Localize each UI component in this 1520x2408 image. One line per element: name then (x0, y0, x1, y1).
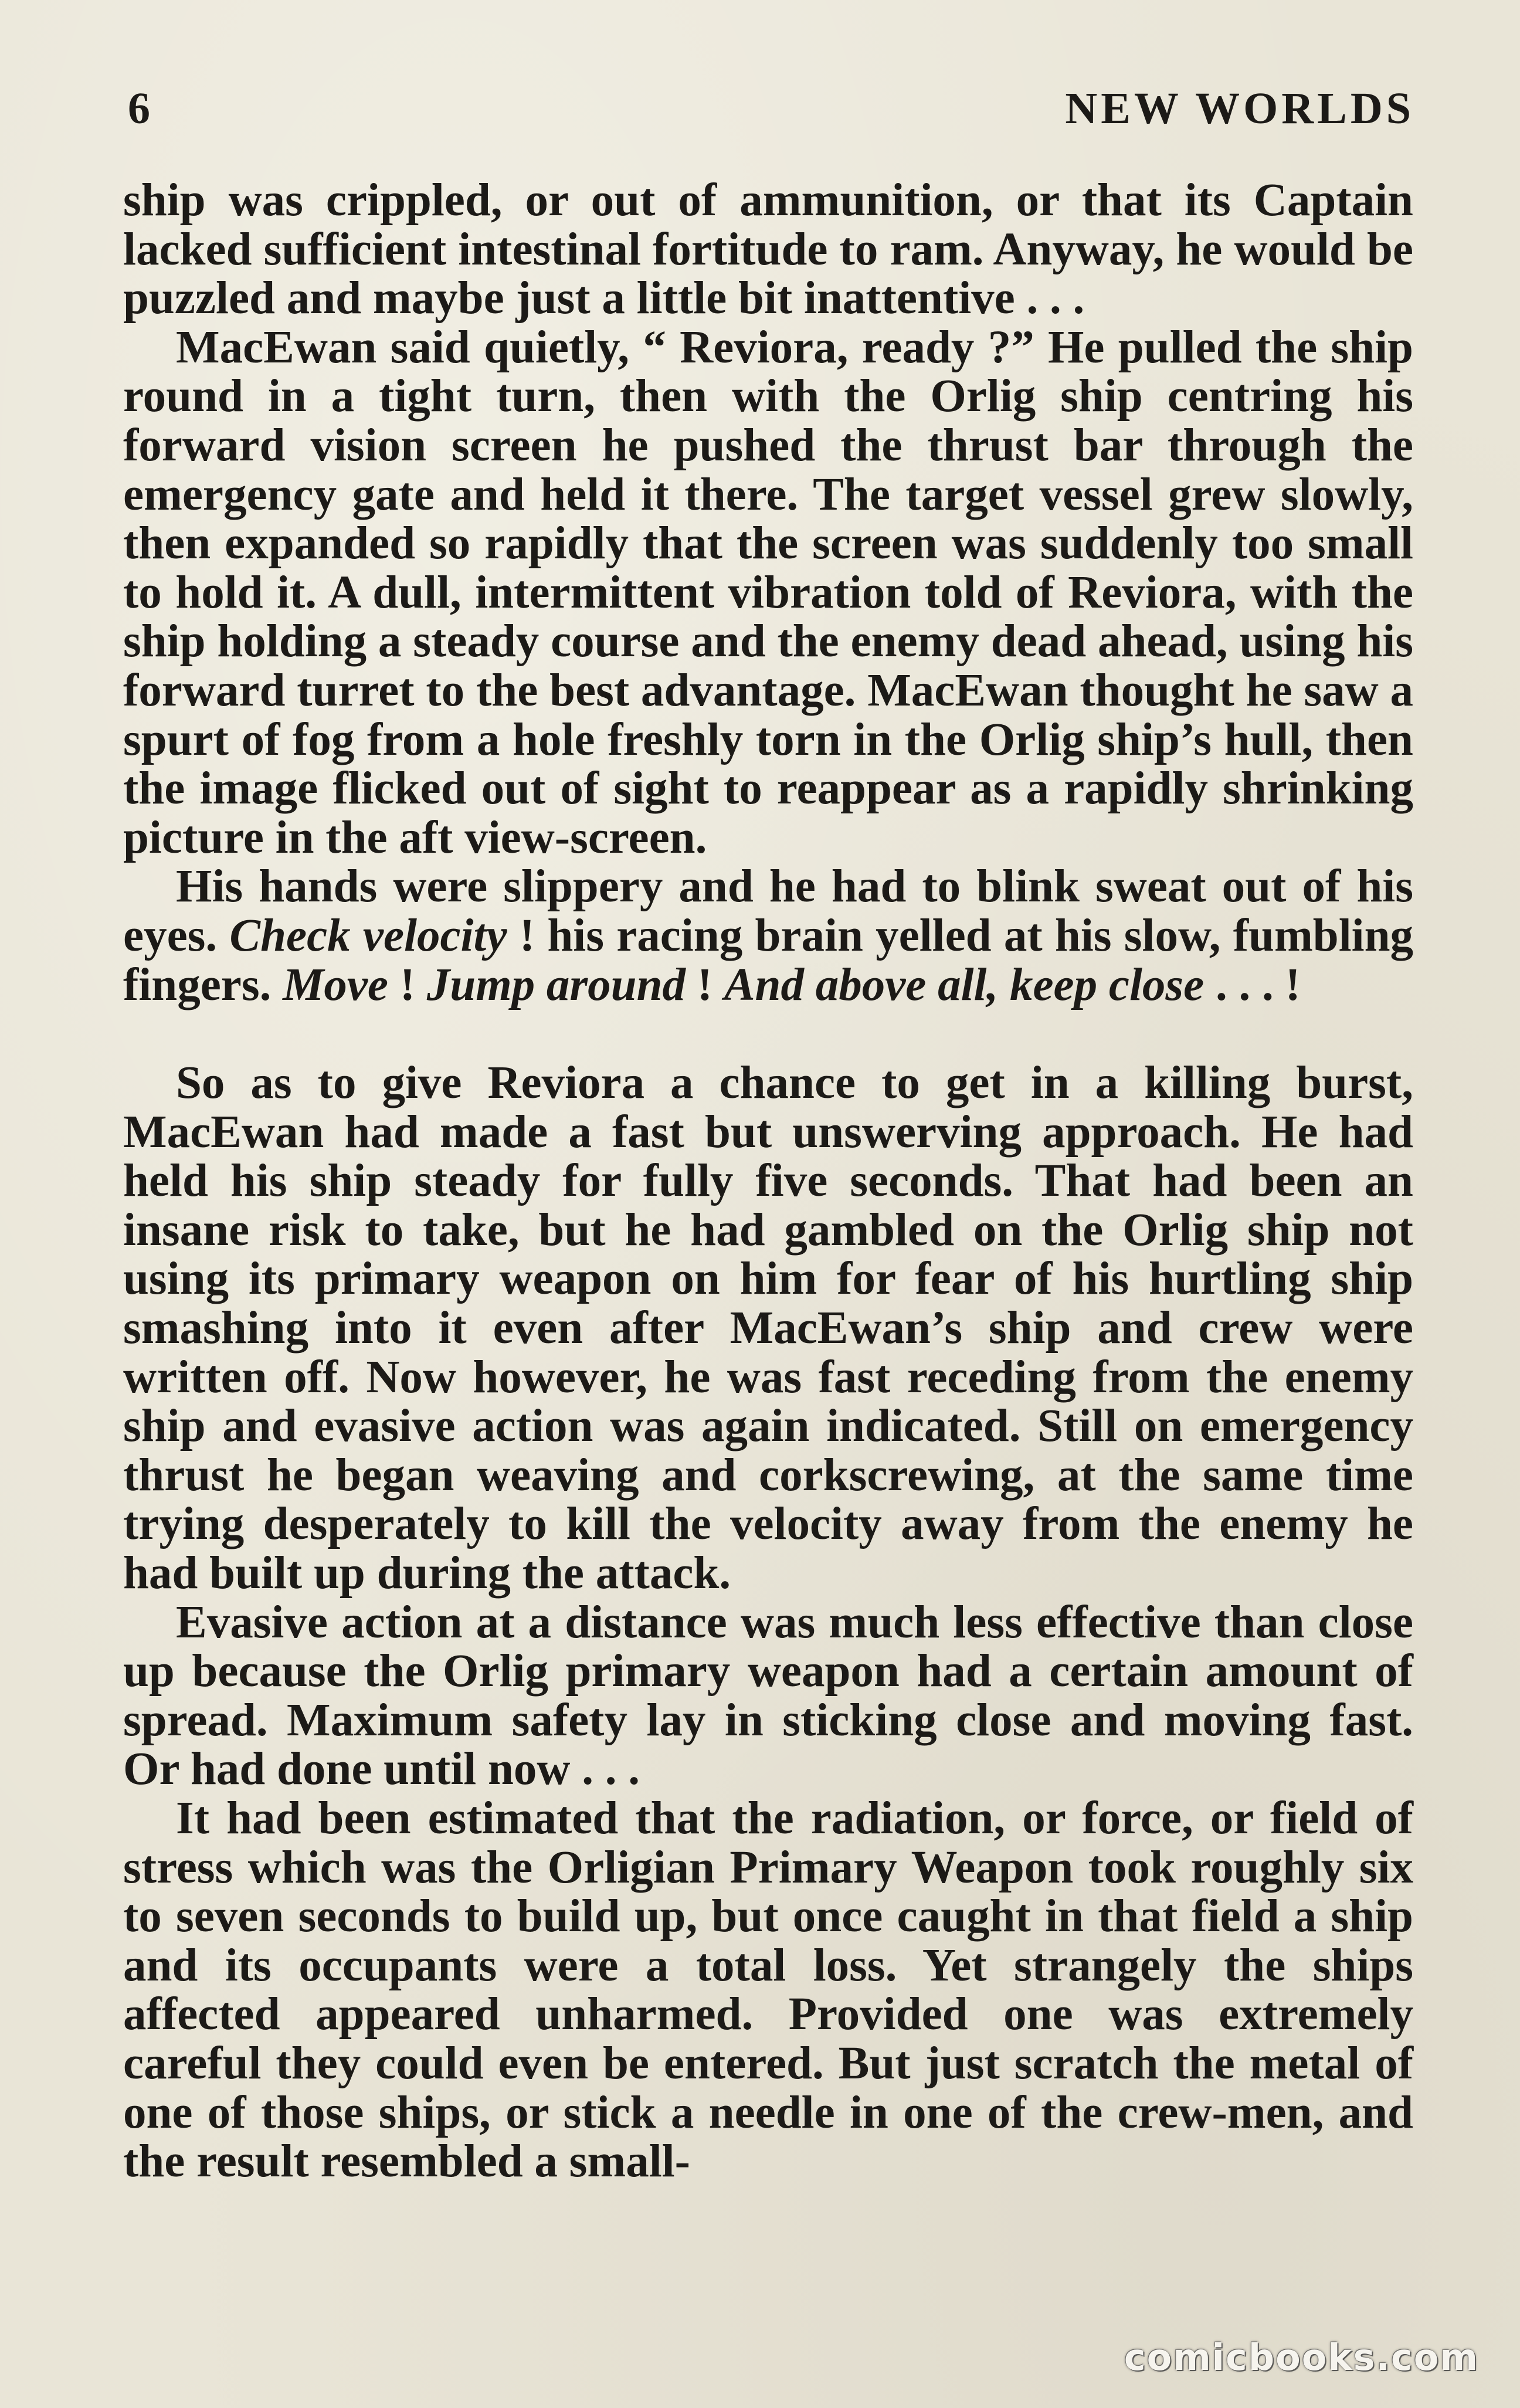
text-run: ! (399, 959, 416, 1010)
watermark: comicbooks.com (1124, 2336, 1479, 2379)
paragraph-with-italics (123, 862, 1413, 1009)
text-run: . . . ! (1215, 959, 1301, 1010)
paragraph: It had been estimated that the radiation, or force, or field of stress which was the Orligian Primary Weapon took roughly six to seven seconds to build up, but once caught in that field a ship and its occupants were a total loss. Yet strangely the ships affected appeared unharmed. Provided one was extremely careful they could even be entered. But just scratch the metal of one of those ships, or stick a needle in one of the crew-men, and the result resembled a small- (123, 1793, 1413, 2187)
italic-text-run: Check velocity (229, 910, 507, 961)
text-run: ! his racing brain yelled at his slow, fumbling fingers. (123, 910, 1414, 1010)
italic-text-run: Jump around (426, 959, 686, 1010)
paragraph: MacEwan said quietly, “ Reviora, ready ?” He pulled the ship round in a tight turn, then with the Orlig ship centring his forward vision screen he pushed the thrust bar through the emergency gate and held it there. The target vessel grew slowly, then expanded so rapidly that the screen was suddenly too small to hold it. A dull, intermittent vibration told of Reviora, with the ship holding a steady course and the enemy dead ahead, using his forward turret to the best advantage. MacEwan thought he saw a spurt of fog from a hole freshly torn in the Orlig ship’s hull, then the image flicked out of sight to reappear as a rapidly shrinking picture in the aft view-screen. (123, 321, 1413, 863)
paragraph: So as to give Reviora a chance to get in a killing burst, MacEwan had made a fast but unswerving approach. He had held his ship steady for fully five seconds. That had been an insane risk to take, but he had gambled on the Orlig ship not using its primary weapon on him for fear of his hurtling ship smashing into it even after MacEwan’s ship and crew were written off. Now however, he was fast receding from the enemy ship and evasive action was again indicated. Still on emergency thrust he began weaving and corkscrewing, at the same time trying desperately to kill the velocity away from the enemy he had built up during the attack. (123, 1057, 1413, 1599)
running-title: NEW WORLDS (1065, 83, 1414, 133)
text-run: ! (697, 959, 713, 1010)
paragraph-continued: ship was crippled, or out of ammunition, or that its Captain lacked sufficient intestinal fortitude to ram. Anyway, he would be puzzled and maybe just a little bit inattentive . . . (123, 175, 1413, 324)
running-head (128, 76, 1414, 141)
text-run: His hands were slippery and he had to blink sweat out of his eyes. (123, 861, 1413, 961)
italic-text-run: And above all, keep close (724, 959, 1205, 1010)
paragraph: Evasive action at a distance was much less effective than close up because the Orlig primary weapon had a certain amount of spread. Maximum safety lay in sticking close and moving fast. Or had done until now . . . (123, 1596, 1413, 1795)
italic-text-run: Move (283, 959, 388, 1010)
body-text (123, 176, 1413, 2186)
page-number: 6 (128, 83, 151, 133)
